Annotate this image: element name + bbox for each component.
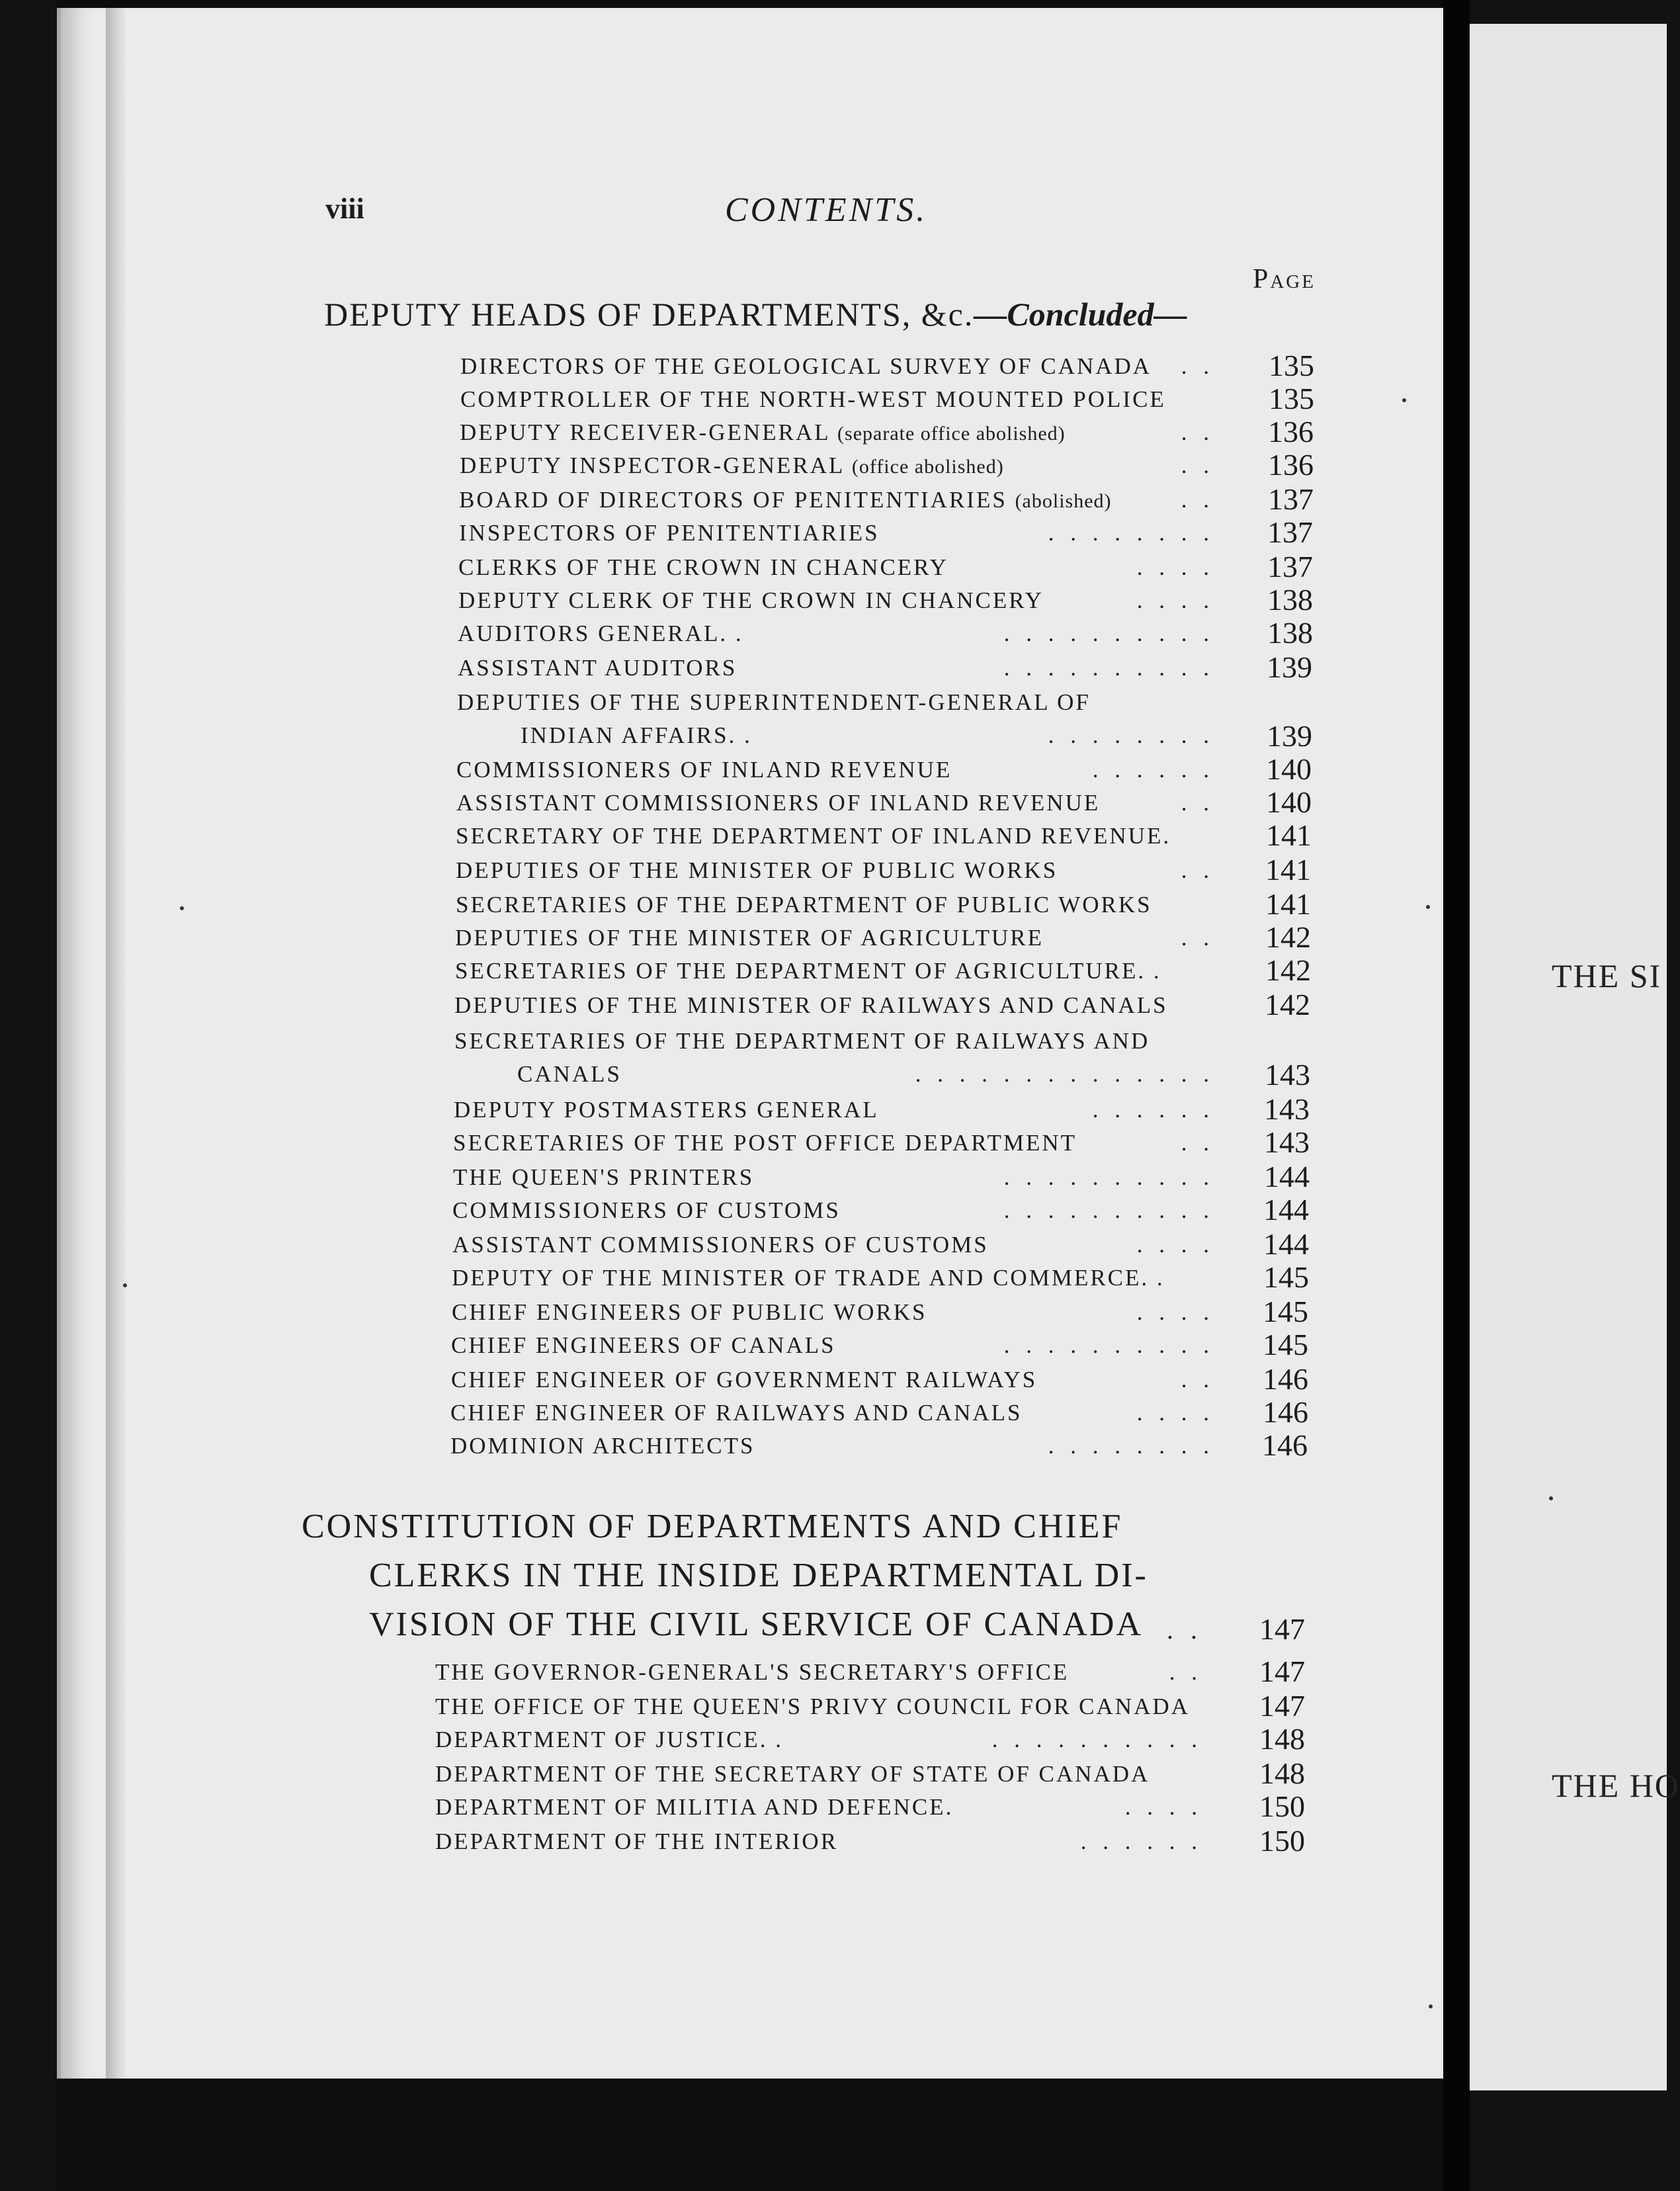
toc-leader-dots: . . . . . . . . [1048,1433,1214,1459]
toc-entry-title: CLERKS OF THE CROWN IN CHANCERY [458,554,948,580]
toc-entry-title: CHIEF ENGINEER OF GOVERNMENT RAILWAYS [451,1367,1038,1393]
scan-border-bottom [57,2079,1446,2191]
toc-leader-dots: . . [1169,1659,1202,1685]
toc-leader-dots: . . . . [1136,587,1214,613]
toc-page-number: 139 [1267,719,1312,753]
scan-speck [1426,905,1430,909]
constitution-heading-line: CONSTITUTION OF DEPARTMENTS AND CHIEF [302,1508,1123,1545]
section-heading-main: DEPUTY HEADS OF DEPARTMENTS, &c. [324,296,974,333]
toc-leader-dots: . . . . [1136,1400,1214,1426]
toc-entry-text [517,1062,622,1086]
toc-entry-text [458,589,1044,612]
toc-leader-dots: . . [1181,487,1214,513]
toc-leader-dots: . . . . . . . . . . [1003,1332,1214,1358]
toc-page-number: 136 [1268,448,1314,482]
toc-entry-text [456,893,1152,916]
toc-entry-text [453,1166,754,1189]
scan-speck [1429,2004,1433,2008]
scan-speck [123,1283,127,1287]
toc-leader-dots: . . [1181,1130,1214,1156]
toc-entry-text [451,1368,1037,1391]
toc-entry-title: CANALS [517,1061,622,1087]
toc-entry-text [460,388,1166,411]
facing-page-fragment-2: THE HO [1552,1767,1680,1804]
toc-page-number: 144 [1263,1227,1309,1261]
toc-entry-title: BOARD OF DIRECTORS OF PENITENTIARIES [459,487,1007,513]
toc-entry-title: SECRETARY OF THE DEPARTMENT OF INLAND REVENUE. [456,823,1171,849]
toc-entry-text: DEPARTMENT OF MILITIA AND DEFENCE. [435,1794,954,1820]
facing-page-fragment-1: THE SI [1552,957,1662,994]
scan-speck [1402,398,1406,402]
toc-entry-title: DEPUTIES OF THE MINISTER OF AGRICULTURE [455,925,1044,951]
toc-leader-dots: . . . . . . . . [1048,520,1214,546]
toc-page-number: 144 [1264,1160,1310,1193]
toc-leader-dots: . . [1181,353,1214,379]
toc-entry-text: THE OFFICE OF THE QUEEN'S PRIVY COUNCIL FOR CANADA [435,1694,1190,1719]
toc-entry-text [458,556,948,579]
toc-entry-title: INSPECTORS OF PENITENTIARIES [459,520,880,546]
toc-page-number: 142 [1265,988,1310,1021]
toc-entry-text [460,421,1066,444]
toc-leader-dots: . . [1181,452,1214,478]
toc-page-number: 142 [1265,953,1311,987]
toc-page-number: 145 [1263,1260,1309,1294]
toc-entry-title: COMMISSIONERS OF CUSTOMS [452,1197,841,1223]
toc-leader-dots: . . . . . . . . . . [1003,1197,1214,1223]
toc-leader-dots: . . . . . . [1092,1097,1214,1123]
scan-speck [180,906,184,910]
toc-page-number: 147 [1259,1689,1305,1723]
toc-page-number: 145 [1263,1328,1308,1361]
constitution-heading-page: 147 [1259,1612,1305,1646]
toc-page-number: 141 [1265,887,1311,921]
toc-entry-title: DEPUTY RECEIVER-GENERAL [460,419,830,445]
toc-page-number: 143 [1265,1058,1310,1092]
toc-entry-note: (separate office abolished) [837,423,1066,445]
toc-leader-dots: . . . . [1136,554,1214,580]
toc-entry-note: (abolished) [1015,490,1112,512]
toc-page-number: 143 [1264,1092,1310,1126]
toc-entry-text [452,1233,989,1256]
toc-page-number: 148 [1259,1756,1305,1790]
toc-page-number: 150 [1259,1824,1305,1858]
toc-entry-title: COMMISSIONERS OF INLAND REVENUE [456,757,952,783]
running-head: CONTENTS. [725,191,928,229]
toc-entry-note: (office abolished) [851,456,1004,478]
toc-entry-text [454,1098,879,1121]
toc-page-number: 138 [1267,616,1313,650]
toc-entry-title: ASSISTANT AUDITORS [458,655,737,681]
toc-entry-title: DIRECTORS OF THE GEOLOGICAL SURVEY OF CANADA [460,353,1152,379]
toc-entry-text [454,1029,1150,1053]
toc-page-number: 138 [1267,583,1313,617]
toc-entry-text [450,1434,755,1457]
toc-entry-text [456,791,1100,814]
toc-entry-title: AUDITORS GENERAL. . [458,621,743,646]
toc-entry-title: DEPUTY INSPECTOR-GENERAL [460,452,845,478]
toc-entry-text [456,824,1171,847]
constitution-heading-leader: . . [1167,1615,1202,1645]
toc-leader-dots: . . . . [1136,1232,1214,1258]
toc-entry-title: CHIEF ENGINEERS OF CANALS [451,1332,836,1358]
toc-leader-dots: . . . . . . . . . . [1003,655,1214,681]
toc-entry-title: DEPUTIES OF THE SUPERINTENDENT-GENERAL OF [457,689,1091,715]
toc-leader-dots: . . . . . . . . . . . . . . [915,1061,1214,1087]
page-column-heading: Page [1253,264,1316,294]
toc-entry-text: DEPARTMENT OF THE INTERIOR [435,1828,839,1854]
toc-page-number: 146 [1263,1362,1308,1396]
toc-entry-text [455,926,1044,949]
toc-entry-title: CHIEF ENGINEER OF RAILWAYS AND CANALS [450,1400,1023,1426]
toc-leader-dots: . . [1181,857,1214,883]
toc-leader-dots: . . . . . . . . . . [1003,621,1214,646]
toc-entry-title: DEPUTY CLERK OF THE CROWN IN CHANCERY [458,587,1044,613]
toc-leader-dots: . . . . [1124,1794,1202,1820]
toc-entry-text [457,691,1091,714]
toc-page-number: 143 [1264,1125,1310,1159]
toc-entry-title: THE QUEEN'S PRINTERS [453,1164,755,1190]
toc-entry-title: INDIAN AFFAIRS. . [521,722,752,748]
section-heading-deputy-heads [324,295,1187,333]
toc-entry-title: DEPUTIES OF THE MINISTER OF RAILWAYS AND CANALS [454,992,1168,1018]
toc-page-number: 147 [1259,1654,1305,1688]
toc-entry-text [521,724,752,747]
toc-page-number: 137 [1268,482,1314,516]
toc-page-number: 135 [1269,382,1314,415]
toc-entry-title: SECRETARIES OF THE POST OFFICE DEPARTMENT [453,1130,1077,1156]
toc-entry-title: CHIEF ENGINEERS OF PUBLIC WORKS [452,1299,927,1325]
toc-page-number: 144 [1263,1193,1309,1226]
toc-page-number: 141 [1265,853,1311,886]
page-number-roman: viii [325,193,364,225]
book-binding [1443,0,1470,2191]
toc-entry-text [450,1401,1023,1424]
toc-leader-dots: . . [1181,790,1214,816]
toc-entry-title: ASSISTANT COMMISSIONERS OF CUSTOMS [452,1232,989,1258]
toc-entry-text: DEPARTMENT OF JUSTICE. . [435,1727,783,1752]
toc-page-number: 142 [1265,920,1311,954]
toc-entry-title: DEPUTY OF THE MINISTER OF TRADE AND COMMERCE. . [452,1265,1165,1291]
toc-page-number: 140 [1266,752,1312,786]
toc-page-number: 136 [1268,415,1314,449]
scan-speck [1549,1496,1553,1500]
constitution-heading-line: CLERKS IN THE INSIDE DEPARTMENTAL DI- [369,1557,1148,1594]
toc-entry-text [460,454,1004,477]
toc-entry-title: COMPTROLLER OF THE NORTH-WEST MOUNTED POLICE [460,386,1166,412]
constitution-heading-line: VISION OF THE CIVIL SERVICE OF CANADA [369,1606,1143,1643]
toc-entry-text: DEPARTMENT OF THE SECRETARY OF STATE OF CANADA [435,1761,1150,1787]
toc-entry-text [458,622,743,645]
toc-entry-title: DOMINION ARCHITECTS [450,1433,755,1459]
toc-entry-text [460,355,1152,378]
toc-entry-title: SECRETARIES OF THE DEPARTMENT OF PUBLIC WORKS [456,892,1152,918]
toc-entry-text [452,1199,841,1222]
toc-page-number: 139 [1267,650,1312,684]
toc-leader-dots: . . [1181,925,1214,951]
toc-entry-title: DEPUTY POSTMASTERS GENERAL [454,1097,879,1123]
toc-leader-dots: . . . . . . . . . . [991,1727,1202,1752]
toc-entry-title: SECRETARIES OF THE DEPARTMENT OF AGRICULTURE. . [455,958,1161,984]
toc-leader-dots: . . . . . . [1080,1828,1202,1854]
toc-leader-dots: . . . . . . . . . . [1003,1164,1214,1190]
page-gutter-shadow [106,8,126,2079]
toc-leader-dots: . . . . . . [1092,757,1214,783]
toc-page-number: 137 [1267,550,1313,583]
toc-entry-text [456,859,1058,882]
section-heading-concluded: —Concluded— [974,296,1187,333]
toc-page-number: 146 [1262,1428,1308,1462]
toc-page-number: 148 [1259,1722,1305,1756]
toc-page-number: 135 [1269,349,1314,382]
toc-entry-title: ASSISTANT COMMISSIONERS OF INLAND REVENUE [456,790,1101,816]
toc-leader-dots: . . . . . . . . [1048,722,1214,748]
toc-entry-text: THE GOVERNOR-GENERAL'S SECRETARY'S OFFICE [435,1659,1070,1685]
toc-entry-text [451,1334,836,1357]
toc-entry-title: SECRETARIES OF THE DEPARTMENT OF RAILWAYS AND [454,1028,1150,1054]
toc-entry-text [458,656,737,679]
toc-leader-dots: . . [1181,1367,1214,1393]
toc-page-number: 145 [1263,1295,1308,1328]
toc-entry-text [453,1131,1077,1154]
toc-entry-text [454,994,1168,1017]
toc-entry-text [452,1266,1165,1289]
toc-leader-dots: . . . . [1136,1299,1214,1325]
toc-page-number: 137 [1267,515,1313,549]
toc-entry-title: DEPUTIES OF THE MINISTER OF PUBLIC WORKS [456,857,1058,883]
toc-entry-text [455,959,1161,982]
toc-page-number: 146 [1263,1395,1308,1429]
toc-entry-text [459,488,1112,511]
toc-entry-text [459,521,880,544]
toc-page-number: 141 [1266,818,1312,852]
toc-page-number: 140 [1266,785,1312,819]
toc-page-number: 150 [1259,1789,1305,1823]
toc-entry-text [452,1301,927,1324]
toc-entry-text [456,758,952,781]
toc-leader-dots: . . [1181,419,1214,445]
